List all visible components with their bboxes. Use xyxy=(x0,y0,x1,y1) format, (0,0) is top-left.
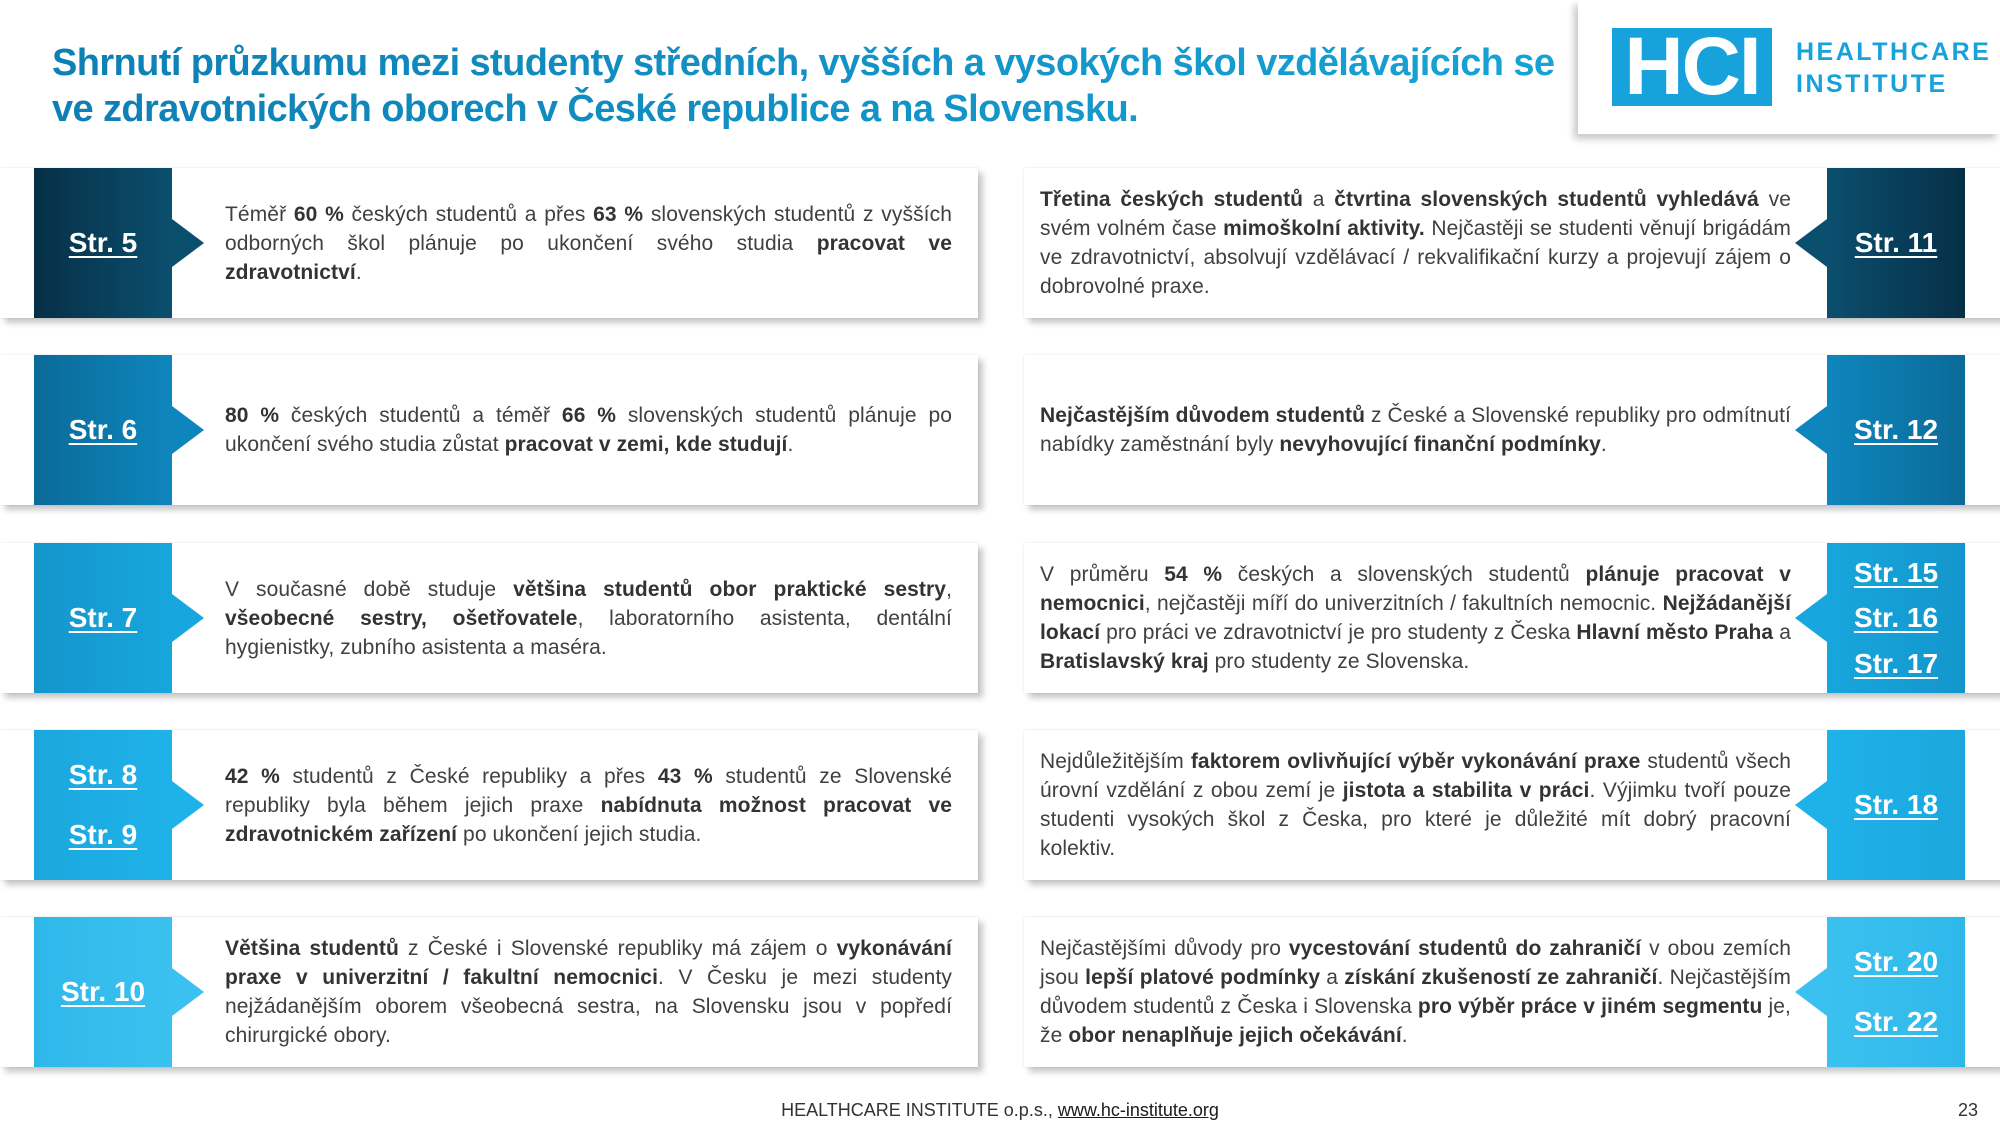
body-text: studentů ze Slovenské republiky byla během jejich praxe xyxy=(225,764,953,817)
page-ref-link[interactable]: Str. 7 xyxy=(68,602,138,633)
summary-text xyxy=(1040,543,1791,693)
body-text: slovenských studentů z vyšších odborných škol plánuje po ukončení svého studia xyxy=(225,202,952,255)
highlight-text: vykonávání praxe v univerzitní / fakultní nemocnici xyxy=(225,937,952,989)
body-text: Nejčastěji se studenti věnují brigádám ve zdravotnictví, absolvují vzdělávací / rekvalifikační kurzy a projevují zájem o dobrovolné praxe. xyxy=(1040,217,1792,298)
body-text: po ukončení jejich studia. xyxy=(457,822,702,846)
page-ref-link[interactable]: Str. 20 xyxy=(1853,945,1939,977)
body-text: studentů všech úrovní vzdělání z obou zemí je xyxy=(1040,750,1792,802)
highlight-text: nevyhovující finanční podmínky xyxy=(1279,433,1601,456)
highlight-text: mimoškolní aktivity. xyxy=(1223,217,1425,240)
page-ref-link[interactable]: Str. 8 xyxy=(68,758,138,790)
summary-text xyxy=(225,168,952,318)
page-ref-tab xyxy=(34,543,172,693)
summary-text xyxy=(225,730,952,880)
body-text: . Nejčastějším důvodem studentů z Česka i Slovenska xyxy=(1040,966,1792,1018)
page-ref-tab xyxy=(34,917,172,1067)
highlight-text: obor nenaplňuje jejich očekávání xyxy=(1068,1024,1402,1047)
summary-paragraph xyxy=(1040,747,1791,863)
highlight-text: všeobecné sestry, ošetřovatele xyxy=(225,606,578,630)
body-text: . Výjimku tvoří pouze studenti vysokých škol z Česka, pro které je důležité mít dobrý pracovní kolektiv. xyxy=(1040,779,1791,860)
page-ref-tab xyxy=(1827,168,1965,318)
body-text: Téměř xyxy=(225,202,294,226)
highlight-text: Nejčastějším důvodem studentů xyxy=(1040,404,1366,427)
highlight-text: 42 % xyxy=(225,764,280,788)
body-text: V současné době studuje xyxy=(225,577,514,601)
summary-paragraph xyxy=(225,401,952,459)
body-text: , xyxy=(946,577,952,601)
highlight-text: 80 % xyxy=(225,404,280,427)
logo-word-healthcare: HEALTHCARE xyxy=(1796,38,1992,66)
summary-paragraph xyxy=(225,934,952,1050)
body-text: . V Česku je mezi studenty nejžádanějším oborem všeobecná sestra, na Slovensku jsou v popředí chirurgické obory. xyxy=(225,966,952,1047)
highlight-text: 63 % xyxy=(593,202,644,226)
footer-link[interactable]: www.hc-institute.org xyxy=(1057,1100,1219,1120)
page-ref-tab xyxy=(1827,543,1965,693)
body-text: a xyxy=(1303,188,1335,211)
highlight-text: 43 % xyxy=(657,764,713,788)
summary-text xyxy=(1040,730,1791,880)
highlight-text: pracovat ve zdravotnictví xyxy=(225,231,952,284)
page-ref-tab xyxy=(1827,917,1965,1067)
page-ref-tab xyxy=(34,168,172,318)
page-ref-tab xyxy=(1827,730,1965,880)
page-ref-tab xyxy=(1827,355,1965,505)
body-text: pro práci ve zdravotnictví je pro studenty z Česka xyxy=(1100,621,1577,644)
summary-card-left xyxy=(0,168,978,318)
summary-text xyxy=(1040,168,1791,318)
body-text: , laboratorního asistenta, dentální hygienistky, zubního asistenta a maséra. xyxy=(225,606,952,659)
summary-paragraph xyxy=(1040,185,1791,301)
body-text: . xyxy=(1600,433,1607,456)
highlight-text: Bratislavský kraj xyxy=(1040,650,1209,673)
summary-card-right xyxy=(1024,355,2000,505)
summary-card-right xyxy=(1024,168,2000,318)
highlight-text: lepší platové podmínky xyxy=(1085,966,1321,989)
page-ref-link[interactable]: Str. 22 xyxy=(1853,1006,1939,1038)
body-text: z České a Slovenské republiky pro odmítnutí nabídky zaměstnání byly xyxy=(1040,404,1791,456)
page-ref-link[interactable]: Str. 11 xyxy=(1854,227,1938,258)
highlight-text: plánuje pracovat v nemocnici xyxy=(1040,563,1792,615)
body-text: českých studentů a přes xyxy=(343,202,594,226)
page-ref-link[interactable]: Str. 9 xyxy=(68,819,138,851)
body-text: . xyxy=(787,433,794,456)
summary-card-right xyxy=(1024,543,2000,693)
highlight-text: 60 % xyxy=(293,202,344,226)
highlight-text: 66 % xyxy=(561,404,617,427)
footer xyxy=(0,1100,2000,1121)
summary-paragraph xyxy=(1040,934,1791,1050)
page-ref-link[interactable]: Str. 6 xyxy=(68,414,138,445)
body-text: studentů z České republiky a přes xyxy=(279,764,658,788)
page-ref-link[interactable]: Str. 10 xyxy=(60,976,146,1007)
body-text: Nejdůležitějším xyxy=(1040,750,1191,773)
summary-card-left xyxy=(0,917,978,1067)
highlight-text: pracovat v zemi, kde studují xyxy=(504,433,788,456)
page-ref-link[interactable]: Str. 18 xyxy=(1853,789,1939,820)
logo-word-institute: INSTITUTE xyxy=(1796,70,1948,98)
body-text: V průměru xyxy=(1040,563,1165,586)
body-text: je, že xyxy=(1040,995,1791,1047)
highlight-text: většina studentů obor praktické sestry xyxy=(513,577,947,601)
highlight-text: čtvrtina slovenských studentů vyhledává xyxy=(1334,188,1759,211)
highlight-text: získání zkušeností ze zahraničí xyxy=(1344,966,1658,989)
page-title: Shrnutí průzkumu mezi studenty středních, vyšších a vysokých škol vzdělávajících se ve zdravotnických oborech v České republice a na Slovensku. xyxy=(52,40,1572,132)
body-text: pro studenty ze Slovenska. xyxy=(1208,650,1470,673)
summary-text xyxy=(1040,355,1791,505)
highlight-text: Hlavní město Praha xyxy=(1576,621,1774,644)
highlight-text: Většina studentů xyxy=(225,937,399,960)
body-text: slovenských studentů plánuje po ukončení svého studia zůstat xyxy=(225,404,953,456)
page-ref-link[interactable]: Str. 12 xyxy=(1853,414,1939,445)
logo-mark: HCI xyxy=(1612,28,1772,106)
body-text: , nejčastěji míří do univerzitních / fakultních nemocnic. xyxy=(1144,592,1663,615)
body-text: a xyxy=(1773,621,1791,644)
summary-paragraph xyxy=(225,575,952,662)
page-ref-tab xyxy=(34,730,172,880)
highlight-text: Třetina českých studentů xyxy=(1040,188,1304,211)
page-ref-link[interactable]: Str. 15 xyxy=(1853,556,1939,588)
body-text: ve svém volném čase xyxy=(1040,188,1791,240)
body-text: . xyxy=(355,260,362,284)
highlight-text: faktorem ovlivňující výběr vykonávání praxe xyxy=(1190,750,1641,773)
summary-text xyxy=(225,543,952,693)
summary-text xyxy=(225,355,952,505)
body-text: českých studentů a téměř xyxy=(279,404,562,427)
summary-text xyxy=(225,917,952,1067)
summary-card-right xyxy=(1024,917,2000,1067)
summary-card-left xyxy=(0,355,978,505)
page-number: 23 xyxy=(1958,1100,1979,1120)
body-text: . xyxy=(1401,1024,1408,1047)
summary-paragraph xyxy=(1040,560,1791,676)
page-ref-link[interactable]: Str. 17 xyxy=(1853,647,1939,679)
highlight-text: nabídnuta možnost pracovat ve zdravotnickém zařízení xyxy=(225,793,953,846)
highlight-text: Nejžádanější lokací xyxy=(1040,592,1791,644)
footer-org: HEALTHCARE INSTITUTE o.p.s., xyxy=(781,1100,1058,1120)
page-ref-link[interactable]: Str. 16 xyxy=(1853,602,1939,633)
summary-card-right xyxy=(1024,730,2000,880)
page-ref-link[interactable]: Str. 5 xyxy=(68,227,138,258)
summary-paragraph xyxy=(225,200,952,287)
highlight-text: jistota a stabilita v práci xyxy=(1342,779,1590,802)
body-text: z České i Slovenské republiky má zájem o xyxy=(398,937,837,960)
body-text: Nejčastějšími důvody pro xyxy=(1040,937,1289,960)
highlight-text: vycestování studentů do zahraničí xyxy=(1288,937,1642,960)
body-text: a xyxy=(1320,966,1345,989)
summary-card-left xyxy=(0,543,978,693)
highlight-text: 54 % xyxy=(1164,563,1223,586)
highlight-text: pro výběr práce v jiném segmentu xyxy=(1417,995,1763,1018)
page-ref-tab xyxy=(34,355,172,505)
summary-paragraph xyxy=(1040,401,1791,459)
summary-paragraph xyxy=(225,762,952,849)
summary-text xyxy=(1040,917,1791,1067)
body-text: českých a slovenských studentů xyxy=(1222,563,1586,586)
logo xyxy=(1578,0,2000,134)
summary-card-left xyxy=(0,730,978,880)
body-text: v obou zemích jsou xyxy=(1040,937,1791,989)
